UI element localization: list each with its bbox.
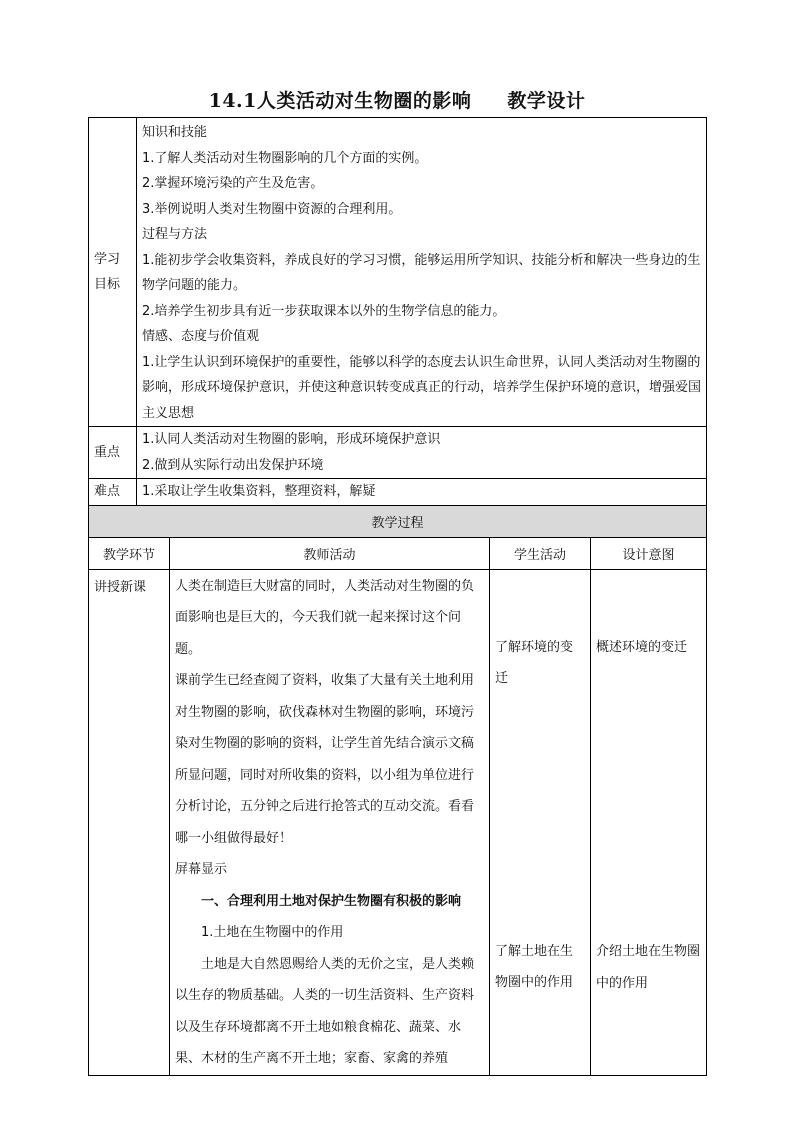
column-header-stage: 教学环节 — [89, 537, 170, 569]
column-header-student: 学生活动 — [490, 537, 591, 569]
key-points-label: 重点 — [89, 427, 137, 479]
objectives-line: 1.能初步学会收集资料，养成良好的学习习惯，能够运用所学知识、技能分析和解决一些身边的生物学问题的能力。 — [142, 252, 701, 293]
objectives-row — [89, 118, 707, 427]
objectives-label: 学习 目标 — [89, 118, 137, 427]
key-points-row — [89, 427, 707, 479]
student-activity-2: 了解土地在生物圈中的作用 — [495, 943, 574, 990]
process-heading: 教学过程 — [89, 505, 707, 537]
student-activity-1: 了解环境的变迁 — [495, 639, 574, 686]
difficulty-content — [137, 479, 707, 506]
teacher-paragraph: 课前学生已经查阅了资料，收集了大量有关土地利用对生物圈的影响，砍伐森林对生物圈的影响，环境污染对生物圈的影响的资料，让学生首先结合演示文稿所显问题，同时对所收集的资料，以小组为单位进行分析讨论，五分钟之后进行抢答式的互动交流。看看哪一小组做得最好！ — [175, 673, 475, 846]
key-points-content — [137, 427, 707, 479]
student-activity-cell — [490, 569, 591, 1075]
teacher-section-heading: 一、合理利用土地对保护生物圈有积极的影响 — [201, 893, 462, 909]
intent-1: 概述环境的变迁 — [596, 639, 688, 655]
teacher-paragraph: 屏幕显示 — [175, 862, 228, 877]
teacher-activity-cell — [170, 569, 490, 1075]
objectives-line: 2.掌握环境污染的产生及危害。 — [142, 176, 324, 191]
lesson-plan-table — [88, 117, 707, 1076]
process-columns-row — [89, 537, 707, 569]
teacher-paragraph: 土地是大自然恩赐给人类的无价之宝，是人类赖以生存的物质基础。人类的一切生活资料、生产资料以及生存环境都离不开土地如粮食棉花、蔬菜、水果、木材的生产离不开土地；家畜、家禽的养殖 — [175, 956, 475, 1066]
objectives-content — [137, 118, 707, 427]
key-point-line: 1.认同人类活动对生物圈的影响，形成环境保护意识 — [142, 432, 441, 447]
intent-cell — [591, 569, 707, 1075]
process-heading-row — [89, 505, 707, 537]
stage-cell: 讲授新课 — [89, 569, 170, 1075]
objectives-line: 情感、态度与价值观 — [142, 329, 260, 344]
title-sub: 教学设计 — [507, 90, 586, 112]
process-content-row — [89, 569, 707, 1075]
difficulty-label: 难点 — [89, 479, 137, 506]
objectives-line: 1.让学生认识到环境保护的重要性，能够以科学的态度去认识生命世界，认同人类活动对生物圈的影响，形成环境保护意识，并使这种意识转变成真正的行动，培养学生保护环境的意识，增强爱国主义思想 — [142, 354, 702, 421]
objectives-line: 2.培养学生初步具有近一步获取课本以外的生物学信息的能力。 — [142, 303, 506, 319]
difficulty-line: 1.采取让学生收集资料，整理资料，解疑 — [142, 484, 376, 499]
objectives-line: 过程与方法 — [142, 227, 208, 242]
teacher-subheading: 1.土地在生物圈中的作用 — [201, 925, 344, 940]
column-header-teacher: 教师活动 — [170, 537, 490, 569]
teacher-paragraph: 人类在制造巨大财富的同时，人类活动对生物圈的负面影响也是巨大的，今天我们就一起来探讨这个问题。 — [175, 578, 475, 657]
key-point-line: 2.做到从实际行动出发保护环境 — [142, 457, 324, 473]
objectives-line: 1.了解人类活动对生物圈影响的几个方面的实例。 — [142, 150, 428, 166]
objectives-line: 3.举例说明人类对生物圈中资源的合理利用。 — [142, 201, 402, 217]
title-main: 14.1人类活动对生物圈的影响 — [208, 90, 472, 112]
column-header-intent: 设计意图 — [591, 537, 707, 569]
document-title — [0, 86, 794, 113]
difficulty-row — [89, 479, 707, 506]
objectives-line: 知识和技能 — [142, 125, 208, 140]
intent-2: 介绍土地在生物圈中的作用 — [596, 944, 701, 991]
